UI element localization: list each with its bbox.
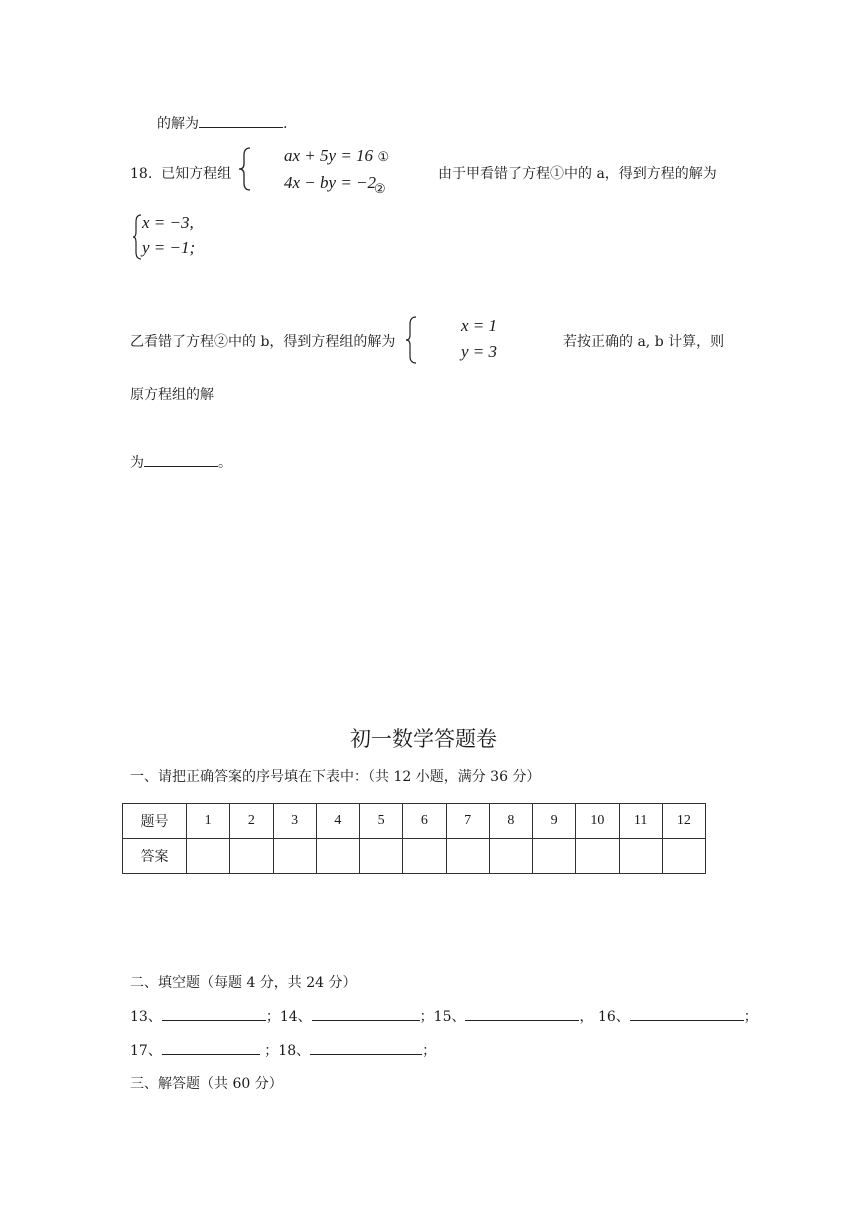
sep: ，: [579, 1009, 594, 1025]
q17-blank: [199, 113, 283, 128]
number-cell: 2: [230, 804, 273, 839]
fill-16-blank[interactable]: [630, 1006, 744, 1021]
q18-line2-lead: 乙看错了方程②中的 b，得到方程组的解为: [130, 334, 396, 350]
fill-13-label: 13、: [130, 1009, 162, 1025]
answer-cell[interactable]: [230, 839, 273, 874]
q18-eq1: [284, 146, 389, 166]
answer-cell[interactable]: [576, 839, 619, 874]
sep: ；: [422, 1043, 437, 1059]
answer-cell[interactable]: [403, 839, 446, 874]
sep: ；: [419, 1009, 434, 1025]
q18-system-brace: [238, 147, 252, 191]
q18-eq2: [284, 173, 376, 193]
answer-cell[interactable]: [187, 839, 230, 874]
number-cell: 7: [446, 804, 489, 839]
q18-sol-b-brace: [405, 316, 417, 364]
fill-15-label: 15、: [433, 1009, 466, 1025]
number-cell: 3: [273, 804, 316, 839]
fill-15-blank[interactable]: [465, 1006, 579, 1021]
answer-sheet-title: 初一数学答题卷: [350, 727, 497, 751]
answer-cell[interactable]: [446, 839, 489, 874]
number-cell: 4: [316, 804, 359, 839]
answer-cell[interactable]: [619, 839, 662, 874]
fill-17-label: 17、: [130, 1043, 162, 1059]
fill-18-blank[interactable]: [310, 1040, 422, 1055]
number-cell: 1: [187, 804, 230, 839]
sep: ；: [265, 1009, 280, 1025]
q18-eq1-mark: ①: [377, 150, 390, 165]
number-cell: 12: [662, 804, 705, 839]
q18-answer-blank: [144, 452, 218, 467]
number-header-cell: 题号: [123, 804, 187, 839]
fill-13-blank[interactable]: [162, 1006, 266, 1021]
number-cell: 5: [360, 804, 403, 839]
q18-sol-b2: y = 3: [461, 342, 498, 361]
answer-cell[interactable]: [360, 839, 403, 874]
section2-heading: 二、填空题（每题 4 分，共 24 分）: [130, 975, 357, 991]
answer-cell[interactable]: [489, 839, 532, 874]
fill-17-blank[interactable]: [162, 1040, 260, 1055]
sep: ；: [264, 1043, 279, 1059]
q18-line4-prefix: 为: [130, 455, 144, 471]
fill-line-2: [130, 1040, 436, 1060]
q18-eq1-text: ax + 5y = 16: [284, 146, 374, 165]
number-cell: 10: [576, 804, 619, 839]
number-cell: 8: [489, 804, 532, 839]
fill-14-label: 14、: [279, 1009, 312, 1025]
q18-sol-a-brace: [132, 214, 142, 260]
fill-14-blank[interactable]: [312, 1006, 420, 1021]
fill-16-label: 16、: [597, 1009, 630, 1025]
q18-eq2-mark: ②: [374, 182, 386, 197]
q17-suffix: .: [283, 116, 288, 132]
number-cell: 11: [619, 804, 662, 839]
q18-lead-text: 已知方程组: [161, 166, 232, 182]
q18-line2-tail: 若按正确的 a, b 计算，则: [563, 334, 725, 350]
answer-cell[interactable]: [273, 839, 316, 874]
answer-table-answer-row: [123, 839, 706, 874]
q18-number: 18.: [130, 166, 153, 182]
answer-cell[interactable]: [316, 839, 359, 874]
q18-eq2-text: 4x − by = −2: [284, 173, 377, 192]
sep: ；: [743, 1009, 758, 1025]
q18-line4-suffix: 。: [218, 455, 232, 471]
fill-18-label: 18、: [278, 1043, 311, 1059]
answer-header-cell: 答案: [123, 839, 187, 874]
number-cell: 6: [403, 804, 446, 839]
answer-table-number-row: [123, 804, 706, 839]
fill-line-1: [130, 1006, 758, 1026]
q18-after-text: 由于甲看错了方程①中的 a，得到方程的解为: [438, 166, 717, 182]
q18-sol-a1: x = −3,: [142, 213, 194, 232]
section3-heading: 三、解答题（共 60 分）: [130, 1076, 283, 1092]
q18-sol-b1: x = 1: [461, 316, 498, 335]
number-cell: 9: [533, 804, 576, 839]
q18-lead: [130, 163, 231, 183]
q17-answer-line: [157, 113, 287, 133]
answer-table: [122, 803, 706, 874]
q18-sol-a2: y = −1;: [142, 238, 196, 257]
q18-line4: [130, 452, 232, 472]
answer-cell[interactable]: [662, 839, 705, 874]
q17-prefix: 的解为: [157, 116, 199, 132]
q18-line3: 原方程组的解: [130, 387, 214, 403]
answer-cell[interactable]: [533, 839, 576, 874]
section1-heading: 一、请把正确答案的序号填在下表中：（共 12 小题，满分 36 分）: [130, 769, 541, 785]
